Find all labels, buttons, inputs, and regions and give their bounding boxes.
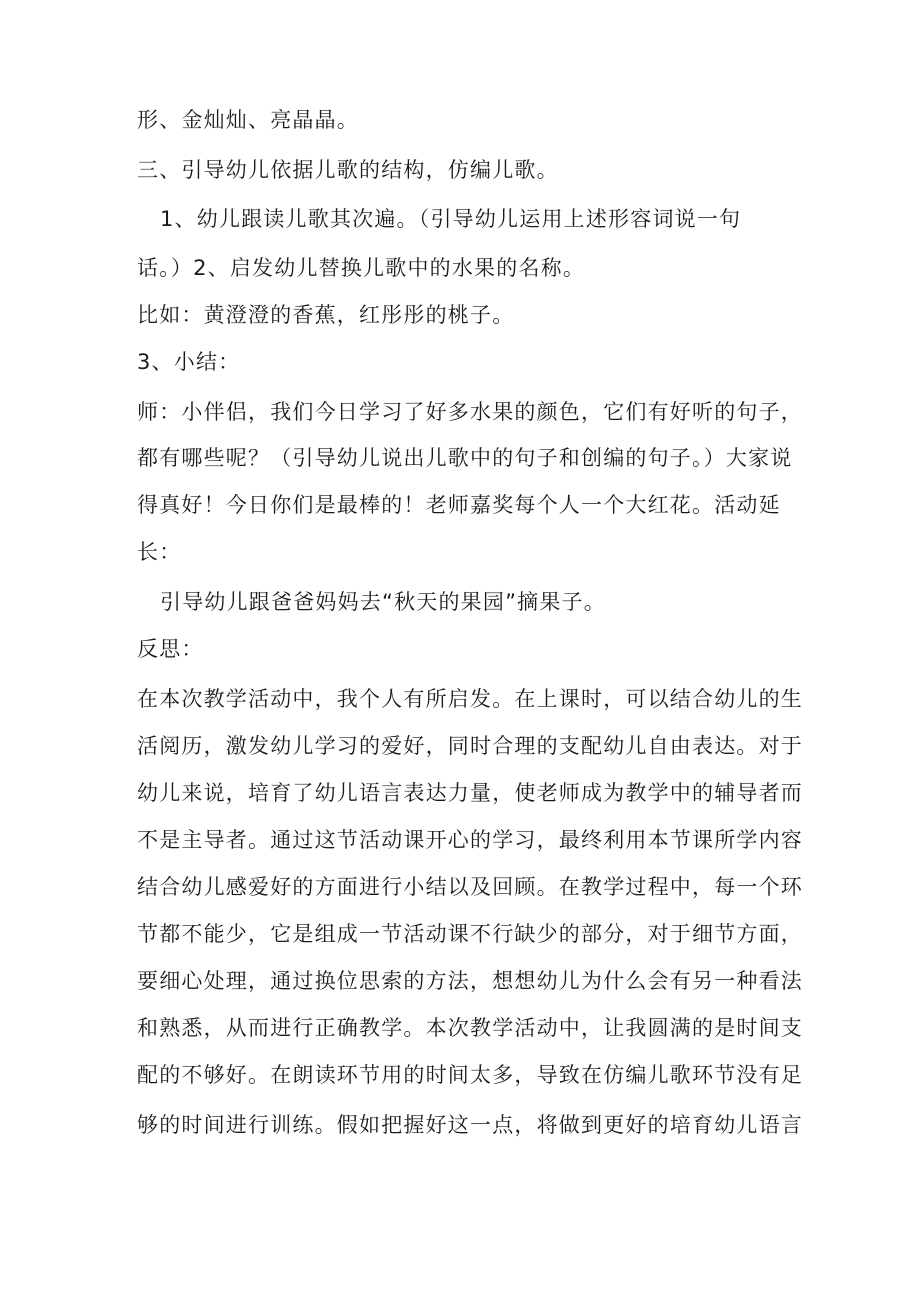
text-line-6: 3、小结： bbox=[137, 350, 241, 374]
text-line-21: 配的不够好。在朗读环节用的时间太多，导致在仿编儿歌环节没有足 bbox=[137, 1063, 803, 1087]
text-line-22: 够的时间进行训练。假如把握好这一点，将做到更好的培育幼儿语言 bbox=[137, 1113, 803, 1137]
text-line-13: 在本次教学活动中，我个人有所启发。在上课时，可以结合幼儿的生 bbox=[137, 687, 803, 711]
text-line-3: 1、幼儿跟读儿歌其次遍。（引导幼儿运用上述形容词说一句 bbox=[160, 207, 742, 231]
text-line-15: 幼儿来说，培育了幼儿语言表达力量，使老师成为教学中的辅导者而 bbox=[137, 781, 803, 805]
text-line-17: 结合幼儿感爱好的方面进行小结以及回顾。在教学过程中，每一个环 bbox=[137, 875, 803, 899]
text-line-20: 和熟悉，从而进行正确教学。本次教学活动中，让我圆满的是时间支 bbox=[137, 1016, 803, 1040]
text-line-16: 不是主导者。通过这节活动课开心的学习，最终利用本节课所学内容 bbox=[137, 828, 803, 852]
text-line-18: 节都不能少，它是组成一节活动课不行缺少的部分，对于细节方面， bbox=[137, 922, 803, 946]
text-line-5: 比如：黄澄澄的香蕉，红彤彤的桃子。 bbox=[137, 303, 515, 327]
text-line-7: 师：小伴侣，我们今日学习了好多水果的颜色，它们有好听的句子， bbox=[137, 400, 803, 424]
text-line-14: 活阅历，激发幼儿学习的爱好，同时合理的支配幼儿自由表达。对于 bbox=[137, 734, 803, 758]
text-line-1: 形、金灿灿、亮晶晶。 bbox=[137, 108, 359, 132]
section-heading-3: 三、引导幼儿依据儿歌的结构，仿编儿歌。 bbox=[137, 158, 559, 182]
text-line-4: 话。）2、启发幼儿替换儿歌中的水果的名称。 bbox=[137, 256, 586, 280]
text-line-11: 引导幼儿跟爸爸妈妈去“秋天的果园”摘果子。 bbox=[160, 590, 606, 614]
text-line-8: 都有哪些呢？（引导幼儿说出儿歌中的句子和创编的句子。）大家说 bbox=[137, 446, 793, 470]
text-line-10: 长： bbox=[137, 540, 182, 564]
text-line-19: 要细心处理，通过换位思索的方法，想想幼儿为什么会有另一种看法 bbox=[137, 969, 803, 993]
text-line-9: 得真好！今日你们是最棒的！老师嘉奖每个人一个大红花。活动延 bbox=[137, 493, 781, 517]
reflection-heading: 反思： bbox=[137, 637, 204, 661]
